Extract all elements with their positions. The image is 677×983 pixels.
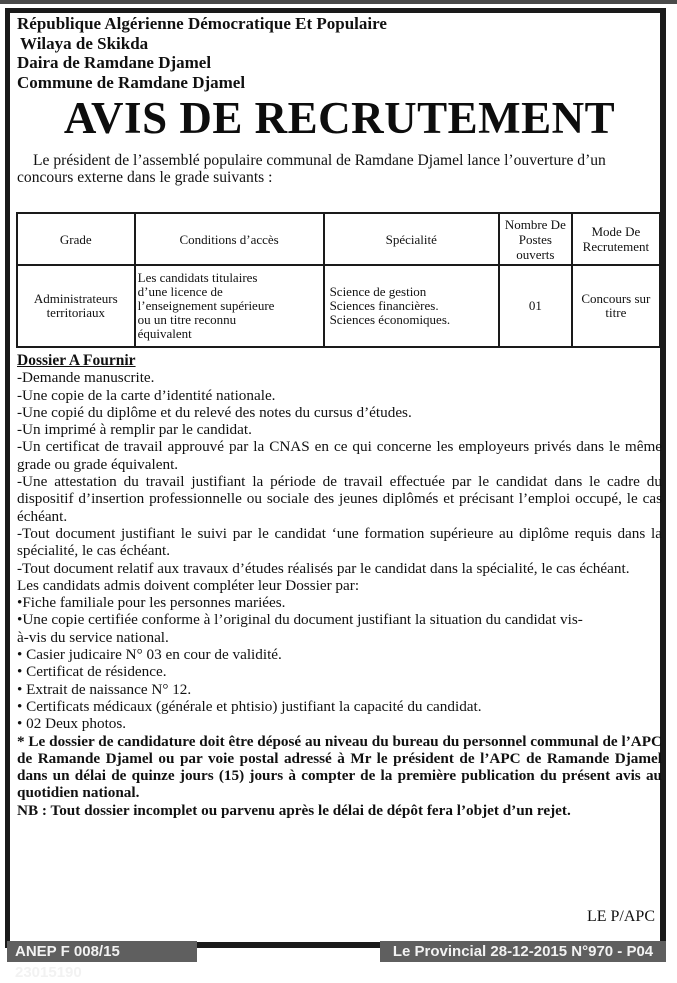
intro-paragraph: Le président de l’assemblé populaire communal de Ramdane Djamel lance l’ouverture d’un concours externe dans le grade suivants :	[17, 152, 606, 186]
complement-item: • Certificats médicaux (générale et phtisio) justifiant la capacité du candidat.	[17, 697, 482, 715]
cell-mode: Concours sur titre	[572, 265, 660, 347]
complement-item: •Une copie certifiée conforme à l’original du document justifiant la situation du candidat vis-	[17, 611, 583, 629]
dossier-item: -Un certificat de travail approuvé par la CNAS en ce qui concerne les employeurs privés dans le même grade ou grade équivalent.	[17, 438, 662, 473]
col-header-postes: Nombre De Postes ouverts	[499, 213, 572, 265]
complement-item: • Certificat de résidence.	[17, 663, 167, 681]
table-row	[17, 265, 660, 347]
cell-postes: 01	[499, 265, 572, 347]
header-country: République Algérienne Démocratique Et Populaire	[17, 14, 387, 33]
complement-item: •Fiche familiale pour les personnes mariées.	[17, 594, 286, 612]
complement-item: • 02 Deux photos.	[17, 715, 127, 733]
cell-specialite	[324, 265, 499, 347]
notice-header	[17, 14, 662, 186]
cell-conditions-line: d’une licence de	[137, 284, 223, 299]
dossier-item: -Tout document relatif aux travaux d’études réalisés par le candidat dans la spécialité, le cas échéant.	[17, 559, 630, 577]
dossier-item: -Tout document justifiant le suivi par le candidat ‘une formation supérieure au diplôme requis dans la spécialité, le cas échéant.	[17, 524, 662, 560]
dossier-item: -Une copie de la carte d’identité nationale.	[17, 386, 276, 404]
header-wilaya: Wilaya de Skikda	[20, 33, 149, 53]
header-commune: Commune de Ramdane Djamel	[17, 72, 246, 92]
cell-specialite-line: Sciences économiques.	[329, 312, 451, 327]
col-header-conditions: Conditions d’accès	[135, 213, 324, 265]
cell-specialite-line: Sciences financières.	[329, 298, 439, 313]
cell-conditions	[135, 265, 324, 347]
col-header-mode: Mode De Recrutement	[572, 213, 660, 265]
signature: LE P/APC	[586, 908, 655, 925]
dossier-section	[17, 352, 662, 819]
nb-note: NB : Tout dossier incomplet ou parvenu après le délai de dépôt fera l’objet d’un rejet.	[17, 801, 571, 819]
dossier-item: -Demande manuscrite.	[17, 369, 155, 387]
cell-conditions-line: l’enseignement supérieure	[137, 298, 275, 313]
cell-conditions-line: Les candidats titulaires	[137, 270, 258, 285]
cell-grade: Administrateurs territoriaux	[17, 265, 135, 347]
complement-item: à-vis du service national.	[17, 628, 169, 646]
complement-item: • Extrait de naissance N° 12.	[17, 680, 192, 698]
anep-reference-badge: ANEP F 008/15 23015190	[7, 941, 197, 962]
notice-title: AVIS DE RECRUTEMENT	[63, 93, 616, 143]
dossier-title: Dossier A Fournir	[17, 352, 136, 369]
dossier-item: -Une attestation du travail justifiant la période de travail effectuée par le candidat dans le cadre du dispositif d’insertion professionnelle ou sociale des jeunes diplômés et précisant l’emploi occupé, le cas échéant.	[17, 473, 662, 525]
complement-item: • Casier judicaire N° 03 en cour de validité.	[17, 646, 282, 664]
cell-conditions-line: ou un titre reconnu	[137, 312, 237, 327]
cell-specialite-line: Science de gestion	[329, 284, 427, 299]
col-header-grade: Grade	[17, 213, 135, 265]
recruitment-table	[16, 212, 661, 348]
table-header-row	[17, 213, 660, 265]
dossier-item: -Un imprimé à remplir par le candidat.	[17, 421, 252, 439]
publication-badge: Le Provincial 28-12-2015 N°970 - P04	[380, 941, 666, 962]
dossier-item: -Une copié du diplôme et du relevé des notes du cursus d’études.	[17, 403, 412, 421]
deposit-note: * Le dossier de candidature doit être déposé au niveau du bureau du personnel communal de l’APC de Ramande Djamel ou par voie postal adressé à Mr le président de l’APC de Ramande Djamel dans un délai de quinze jours (15) jours à compter de la première publication du présent avis au quotidien national.	[17, 732, 662, 802]
header-daira: Daira de Ramdane Djamel	[17, 53, 212, 72]
top-rule	[0, 0, 677, 4]
cell-conditions-line: équivalent	[137, 326, 192, 341]
col-header-specialite: Spécialité	[324, 213, 499, 265]
complement-intro: Les candidats admis doivent compléter leur Dossier par:	[17, 576, 360, 594]
